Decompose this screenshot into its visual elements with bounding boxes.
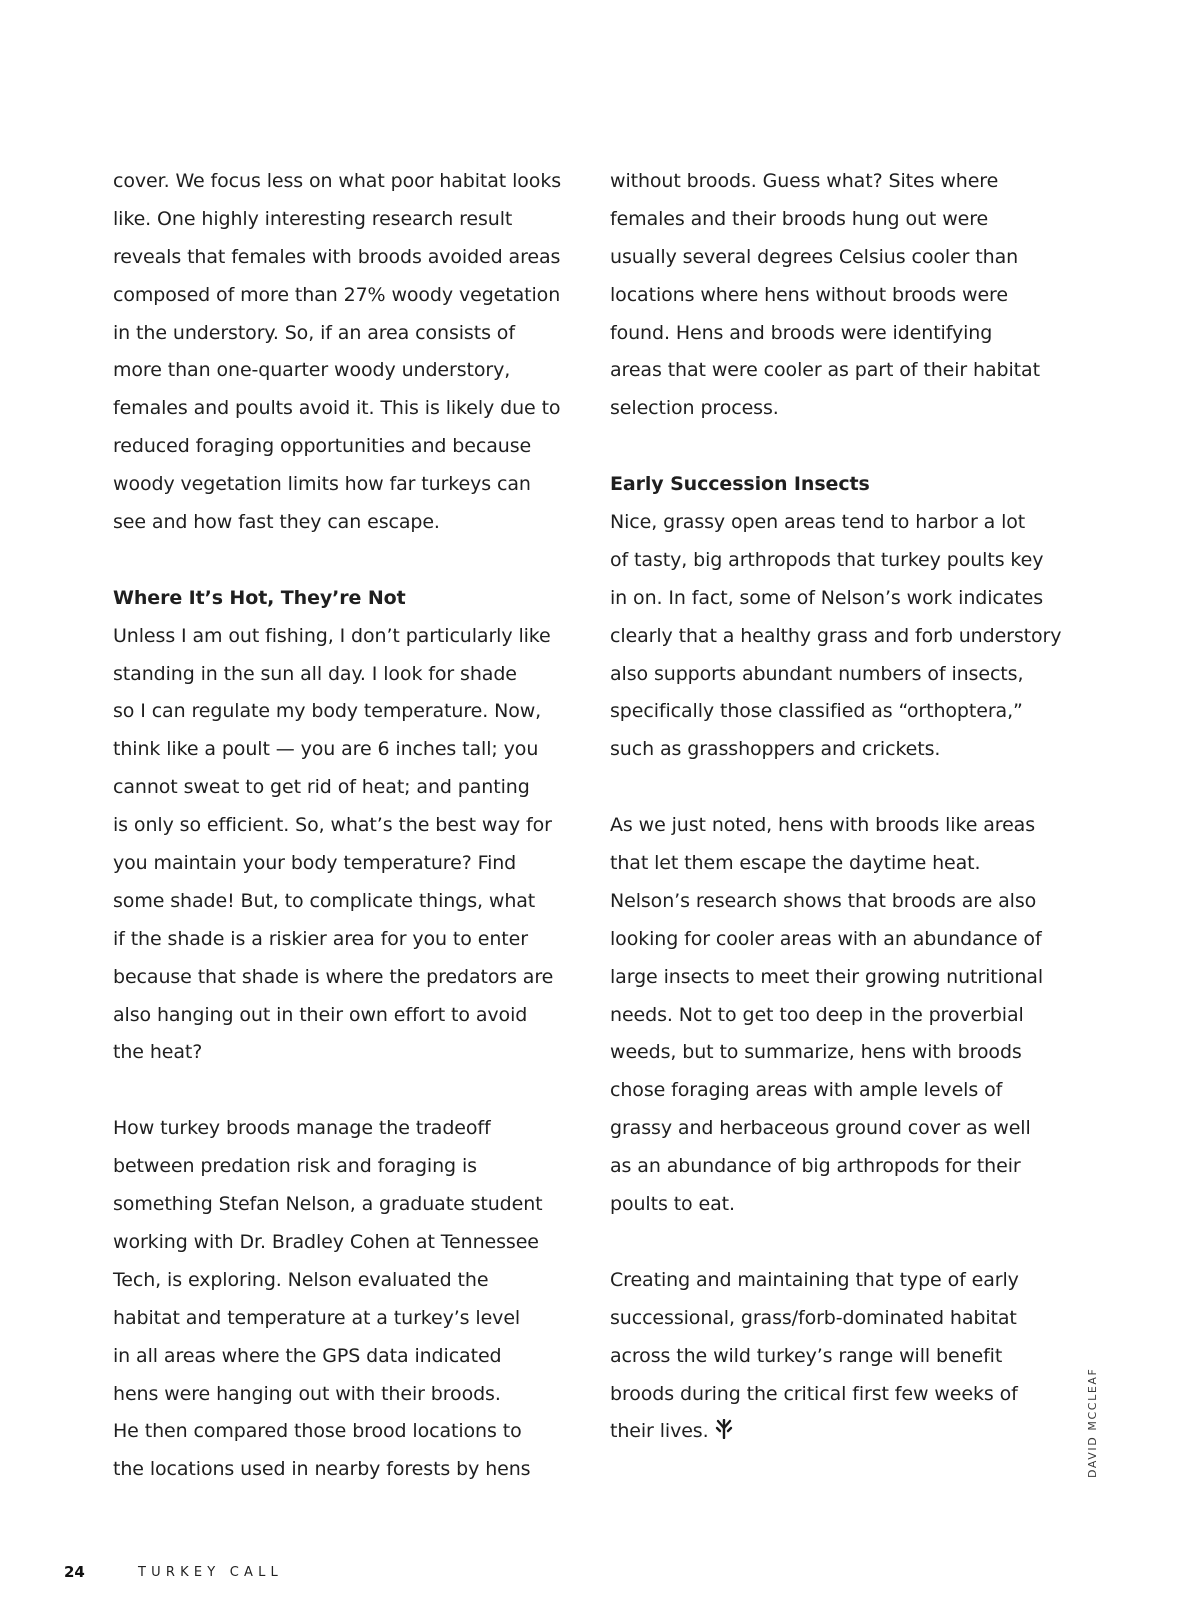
line-text: hens were hanging out with their broods. [113,1382,501,1405]
body-text-line [113,1413,583,1451]
body-text-line [610,1072,1070,1110]
line-text: that let them escape the daytime heat. [610,852,981,875]
line-text: if the shade is a riskier area for you to enter [113,927,528,950]
line-text: think like a poult — you are 6 inches tall; you [113,738,539,761]
line-text: standing in the sun all day. I look for shade [113,662,517,685]
body-text-line [113,428,583,466]
body-text-line [113,315,583,353]
body-text-line [610,239,1070,277]
body-text-line [610,277,1070,315]
body-text-line [113,1186,583,1224]
line-text: females and their broods hung out were [610,207,989,230]
line-text: across the wild turkey’s range will benefit [610,1344,1003,1367]
line-text: Creating and maintaining that type of early [610,1268,1019,1291]
paragraph-break [113,1072,583,1110]
line-text: He then compared those brood locations to [113,1420,522,1443]
body-text-line [610,163,1070,201]
line-text: Tech, is exploring. Nelson evaluated the [113,1268,489,1291]
turkey-track-logo-icon [715,1419,733,1439]
line-text: composed of more than 27% woody vegetation [113,283,561,306]
body-text-line [610,845,1070,883]
line-text: between predation risk and foraging is [113,1155,477,1178]
line-text: such as grasshoppers and crickets. [610,738,941,761]
body-text-line [610,542,1070,580]
line-text: some shade! But, to complicate things, what [113,889,536,912]
body-text-line [610,883,1070,921]
body-text-line [610,1034,1070,1072]
body-text-line [610,1110,1070,1148]
body-text-line [113,656,583,694]
body-text-line [610,1300,1070,1338]
body-text-line [610,693,1070,731]
line-text: usually several degrees Celsius cooler than [610,245,1019,268]
line-text: found. Hens and broods were identifying [610,321,993,344]
body-text-line [610,504,1070,542]
body-text-line [113,1034,583,1072]
body-text-line [113,769,583,807]
line-text: working with Dr. Bradley Cohen at Tennessee [113,1230,539,1253]
body-text-line [113,239,583,277]
article-column-left [113,163,583,1489]
body-text-line [113,201,583,239]
line-text: more than one-quarter woody understory, [113,359,511,382]
line-text: woody vegetation limits how far turkeys can [113,473,531,496]
line-text: cover. We focus less on what poor habitat looks [113,170,562,192]
line-text: in all areas where the GPS data indicated [113,1344,502,1367]
body-text-line [610,921,1070,959]
line-text: as an abundance of big arthropods for their [610,1155,1021,1178]
line-text: looking for cooler areas with an abundance of [610,927,1042,950]
line-text: also hanging out in their own effort to avoid [113,1003,528,1026]
body-text-line [113,1148,583,1186]
photo-credit: DAVID MCCLEAF [1086,1367,1099,1478]
body-text-line [610,731,1070,769]
body-text-line [113,731,583,769]
line-text: you maintain your body temperature? Find [113,852,517,875]
body-text-line [610,656,1070,694]
line-text: selection process. [610,397,779,420]
body-text-line [610,807,1070,845]
section-heading [610,466,1070,504]
line-text: reveals that females with broods avoided areas [113,245,561,268]
line-text: reduced foraging opportunities and because [113,435,532,458]
body-text-line [113,618,583,656]
line-text: chose foraging areas with ample levels of [610,1079,1003,1102]
line-text: Nice, grassy open areas tend to harbor a lot [610,511,1026,534]
page-number: 24 [64,1563,85,1581]
body-text-line [113,997,583,1035]
section-heading [113,580,583,618]
body-text-line [113,504,583,542]
body-text-line [113,277,583,315]
line-text: of tasty, big arthropods that turkey poults key [610,548,1044,571]
body-text-line [610,1338,1070,1376]
body-text-line [610,315,1070,353]
line-text: clearly that a healthy grass and forb understory [610,624,1062,647]
body-text-line [610,352,1070,390]
magazine-name: TURKEY CALL [138,1565,283,1580]
line-text: because that shade is where the predators are [113,965,554,988]
body-text-line [113,1338,583,1376]
paragraph-break [610,428,1070,466]
line-text: in the understory. So, if an area consists of [113,321,515,344]
line-text: specifically those classified as “orthoptera,” [610,700,1023,723]
line-text: something Stefan Nelson, a graduate student [113,1193,543,1216]
body-text-line [610,1186,1070,1224]
body-text-line [610,1413,1070,1451]
body-text-line [113,163,583,201]
body-text-line [113,1451,583,1489]
body-text-line [610,1376,1070,1414]
line-text: large insects to meet their growing nutritional [610,965,1044,988]
line-text: Unless I am out fishing, I don’t particularly like [113,624,551,647]
body-text-line [113,1376,583,1414]
line-text: As we just noted, hens with broods like areas [610,814,1036,837]
body-text-line [113,883,583,921]
body-text-line [610,201,1070,239]
line-text: like. One highly interesting research result [113,207,513,230]
paragraph-break [113,542,583,580]
line-text: areas that were cooler as part of their habitat [610,359,1040,382]
paragraph-break [610,1224,1070,1262]
body-text-line [113,1300,583,1338]
body-text-line [113,390,583,428]
body-text-line [610,390,1070,428]
body-text-line [610,959,1070,997]
line-text: see and how fast they can escape. [113,511,440,534]
line-text: in on. In fact, some of Nelson’s work indicates [610,586,1044,609]
body-text-line [113,693,583,731]
article-column-right [610,163,1070,1451]
line-text: locations where hens without broods were [610,283,1008,306]
body-text-line [113,1262,583,1300]
body-text-line [610,997,1070,1035]
line-text: so I can regulate my body temperature. Now, [113,700,542,723]
line-text: grassy and herbaceous ground cover as well [610,1117,1031,1140]
line-text: the heat? [113,1041,203,1064]
line-text: needs. Not to get too deep in the proverbial [610,1003,1024,1026]
paragraph-break [610,769,1070,807]
line-text: also supports abundant numbers of insects, [610,662,1024,685]
body-text-line [113,845,583,883]
line-text: weeds, but to summarize, hens with broods [610,1041,1022,1064]
line-text: is only so efficient. So, what’s the best way for [113,814,552,837]
body-text-line [113,1110,583,1148]
body-text-line [113,807,583,845]
line-text: their lives. [610,1420,709,1443]
line-text: broods during the critical first few weeks of [610,1382,1018,1405]
body-text-line [610,1148,1070,1186]
body-text-line [610,618,1070,656]
line-text: Early Succession Insects [610,473,870,496]
line-text: successional, grass/forb-dominated habitat [610,1306,1017,1329]
line-text: females and poults avoid it. This is likely due to [113,397,561,420]
line-text: cannot sweat to get rid of heat; and panting [113,776,530,799]
line-text: Nelson’s research shows that broods are also [610,889,1037,912]
line-text: the locations used in nearby forests by hens [113,1458,531,1481]
line-text: How turkey broods manage the tradeoff [113,1117,491,1140]
body-text-line [113,466,583,504]
body-text-line [113,1224,583,1262]
body-text-line [113,921,583,959]
line-text: habitat and temperature at a turkey’s level [113,1306,521,1329]
line-text: without broods. Guess what? Sites where [610,170,999,192]
body-text-line [113,959,583,997]
body-text-line [610,580,1070,618]
body-text-line [610,1262,1070,1300]
body-text-line [113,352,583,390]
line-text: Where It’s Hot, They’re Not [113,586,406,609]
line-text: poults to eat. [610,1193,735,1216]
